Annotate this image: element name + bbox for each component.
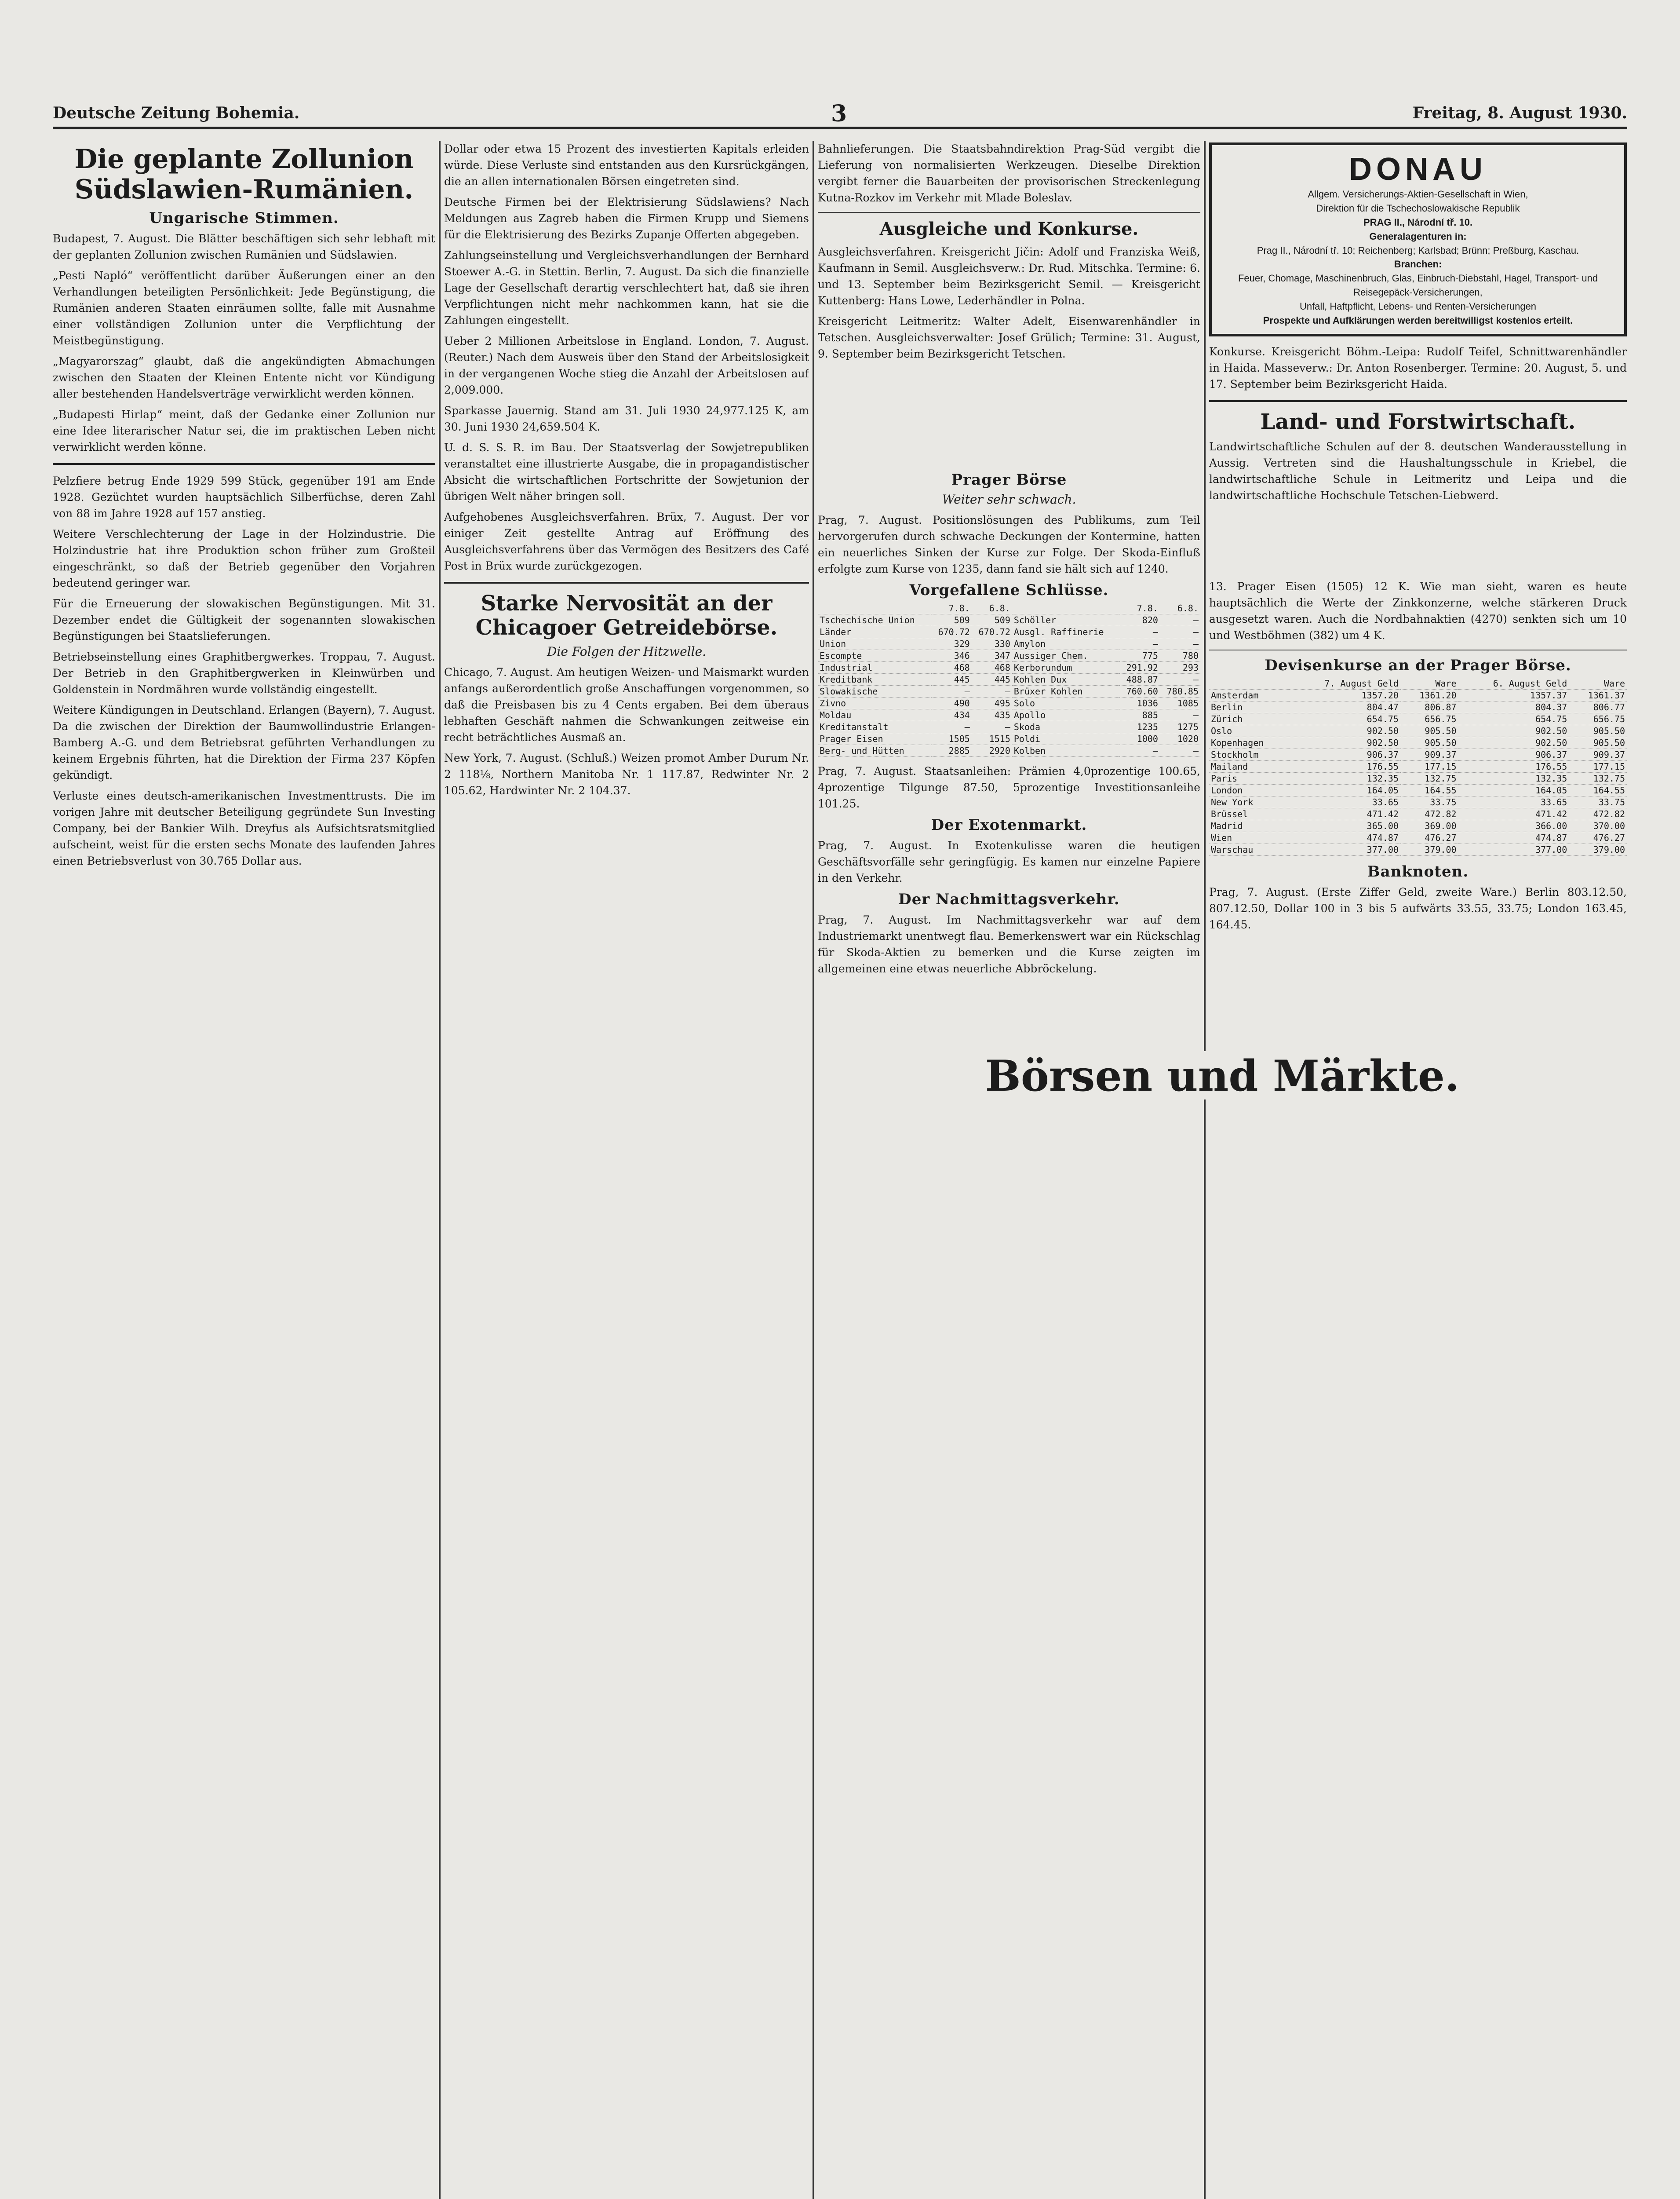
article-paragraph: Ueber 2 Millionen Arbeitslose in England. London, 7. August. (Reuter.) Nach dem Ausweis über den Stand der Arbeitslosigkeit in der vergangenen Woche stieg die Anzahl der Arbeitslosen auf 2,009.000. [444,335,809,396]
table-cell: 468 [972,662,1012,674]
article-paragraph: Landwirtschaftliche Schulen auf der 8. deutschen Wanderausstellung in Aussig. Vertreten sind die Haushaltungsschule in Kriebel, die landwirtschaftliche Schule in Leitmeritz und Leipa und die landwirtschaftliche Hochschule Tetschen-Liebwerd. [1209,440,1627,502]
table-cell: 377.00 [1458,844,1569,856]
table-row [818,709,1200,721]
table-cell: — [1119,745,1160,757]
table-cell: 905.50 [1569,725,1627,737]
table-row [818,686,1200,698]
section-rule [1209,400,1627,402]
table-row [818,721,1200,733]
table-cell: 471.42 [1290,808,1400,820]
article-paragraph: „Magyarorszag“ glaubt, daß die angekündigten Abmachungen zwischen den Staaten der Kleinen Entente nicht vor Kündigung aller bestehenden Handelsverträge verwirklicht werden können. [53,355,435,400]
table-cell: Escompte [818,650,931,662]
table-cell: Berlin [1209,701,1290,713]
table-row [1209,713,1627,725]
table-cell: 670.72 [931,626,972,638]
article-paragraph: Prag, 7. August. Im Nachmittagsverkehr war auf dem Industriemarkt unentwegt flau. Bemerkenswert war ein Rückschlag für Skoda-Aktien zu bemerken und die Kurse zeigten im allgemeinen eine etwas neuerliche Abbröckelung. [818,913,1200,975]
table-row [1209,785,1627,796]
article-subhead: Ungarische Stimmen. [149,209,339,227]
table-cell: 468 [931,662,972,674]
table-cell: 780 [1160,650,1200,662]
table-cell: 474.87 [1290,832,1400,844]
table-cell: 905.50 [1569,737,1627,749]
table-cell: 909.37 [1569,749,1627,761]
table-cell: 377.00 [1290,844,1400,856]
table-cell: 760.60 [1119,686,1160,698]
paper-name: Deutsche Zeitung Bohemia. [53,104,300,122]
boerse-title: Prager Börse [951,471,1067,489]
table-cell: 885 [1119,709,1160,721]
article-paragraph: Budapest, 7. August. Die Blätter beschäftigen sich sehr lebhaft mit der geplanten Zollunion zwischen Rumänien und Südslawien. [53,232,435,261]
table-cell: Wien [1209,832,1290,844]
table-cell: New York [1209,796,1290,808]
table-cell: Solo [1012,698,1119,709]
table-cell: 806.87 [1400,701,1458,713]
table-cell: 804.37 [1458,701,1569,713]
column-divider [813,141,814,2199]
table-cell: 905.50 [1400,737,1458,749]
table-cell: 905.50 [1400,725,1458,737]
article-headline: Die geplante Zollunion Südslawien-Rumänien. [74,144,414,205]
table-cell: 909.37 [1400,749,1458,761]
table-cell: 476.27 [1400,832,1458,844]
boerse-subtitle: Weiter sehr schwach. [942,492,1076,507]
table-cell: Ausgl. Raffinerie [1012,626,1119,638]
boersen-banner: Börsen und Märkte. [818,1051,1627,1100]
table-cell: 346 [931,650,972,662]
table-cell: Aussiger Chem. [1012,650,1119,662]
quotes-table [818,603,1200,757]
table-cell: 2885 [931,745,972,757]
table-cell: 1361.20 [1400,690,1458,701]
table-cell: Kopenhagen [1209,737,1290,749]
article-paragraph: Aufgehobenes Ausgleichsverfahren. Brüx, 7. August. Der vor einiger Zeit gestellte Antrag auf Eröffnung des Ausgleichsverfahrens über das Vermögen des Besitzers des Café Post in Brüx wurde zurückgezogen. [444,511,809,572]
table-cell: — [1119,626,1160,638]
table-cell: 445 [931,674,972,686]
devisen-table [1209,678,1627,856]
column-4 [1209,141,1627,2199]
table-cell: Mailand [1209,761,1290,773]
article-paragraph: Verluste eines deutsch-amerikanischen Investmenttrusts. Die im vorigen Jahre mit deutscher Beteiligung gegründete Sun Investing Company, bei der Bankier Wilh. Dreyfus als Aufsichtsratsmitglied aufscheint, weist für die ersten sechs Monate des laufenden Jahres einen Betriebsverlust von 30.765 Dollar aus. [53,789,435,867]
table-cell: 330 [972,638,1012,650]
table-row [818,745,1200,757]
article-paragraph: Weitere Kündigungen in Deutschland. Erlangen (Bayern), 7. August. Da die zwischen der Direktion der Baumwollindustrie Erlangen-Bamberg A.-G. und dem Betriebsrat geführten Verhandlungen zu keinem Ergebnis führten, hat die Direktion der Firma 237 Köpfen gekündigt. [53,704,435,782]
article-paragraph: Prag, 7. August. (Erste Ziffer Geld, zweite Ware.) Berlin 803.12.50, 807.12.50, Dollar 100 in 3 bis 5 aufwärts 33.55, 33.75; London 163.45, 164.45. [1209,886,1627,931]
article-paragraph: Deutsche Firmen bei der Elektrisierung Südslawiens? Nach Meldungen aus Zagreb haben die Firmen Krupp und Siemens für die Elektrisierung des Bezirks Zupanje Offerten abgegeben. [444,196,809,241]
section-subhead: Der Nachmittagsverkehr. [898,891,1120,908]
table-cell: 906.37 [1290,749,1400,761]
column-1 [53,141,435,2199]
table-cell: 1361.37 [1569,690,1627,701]
section-subhead: Der Exotenmarkt. [931,816,1087,834]
table-cell: 176.55 [1290,761,1400,773]
article-paragraph: Sparkasse Jauernig. Stand am 31. Juli 1930 24,977.125 K, am 30. Juni 1930 24,659.504 K. [444,404,809,433]
table-cell: Zivno [818,698,931,709]
banner-spacer [818,366,1200,468]
table-cell: Paris [1209,773,1290,785]
table-cell: Madrid [1209,820,1290,832]
table-cell: — [931,721,972,733]
table-cell: 476.27 [1569,832,1627,844]
ad-line: PRAG II., Národní tř. 10. [1363,216,1473,228]
banner-spacer [1209,508,1627,578]
table-cell: 33.75 [1569,796,1627,808]
table-row [1209,796,1627,808]
table-cell: Brüxer Kohlen [1012,686,1119,698]
table-cell: 902.50 [1458,737,1569,749]
quotes-title: Vorgefallene Schlüsse. [909,581,1109,599]
table-cell: 370.00 [1569,820,1627,832]
page-number: 3 [831,100,847,127]
table-cell: — [1160,638,1200,650]
table-cell: 366.00 [1458,820,1569,832]
table-cell: 495 [972,698,1012,709]
article-paragraph: Zahlungseinstellung und Vergleichsverhandlungen der Bernhard Stoewer A.-G. in Stettin. Berlin, 7. August. Da sich die finanzielle Lage der Gesellschaft derartig verschlechtert hat, daß sie ihren Verpflichtungen nicht mehr nachkommen kann, hat sie die Zahlungen eingestellt. [444,249,809,327]
section-rule [53,463,435,465]
table-cell: 177.15 [1400,761,1458,773]
table-row [1209,701,1627,713]
table-cell: Berg- und Hütten [818,745,931,757]
article-paragraph: Prag, 7. August. Positionslösungen des Publikums, zum Teil hervorgerufen durch schwache Deckungen der Kontermine, hatten ein neuerliches Sinken der Kurse zur Folge. Der Skoda-Einfluß erfolgte zum Kurse von 1235, dann fand sie hält sich auf 1240. [818,514,1200,575]
table-row [1209,737,1627,749]
table-cell: 902.50 [1290,725,1400,737]
table-cell: Kolben [1012,745,1119,757]
table-cell: Kreditanstalt [818,721,931,733]
table-cell: — [1160,674,1200,686]
table-row [818,733,1200,745]
table-cell: 902.50 [1458,725,1569,737]
table-cell: 902.50 [1290,737,1400,749]
article-paragraph: New York, 7. August. (Schluß.) Weizen promot Amber Durum Nr. 2 118⅛, Northern Manitoba Nr. 1 117.87, Redwinter Nr. 2 105.62, Hardwinter Nr. 2 104.37. [444,752,809,797]
table-cell: Kohlen Dux [1012,674,1119,686]
article-paragraph: Chicago, 7. August. Am heutigen Weizen- und Maismarkt wurden anfangs außerordentlich große Anschaffungen vorgenommen, so daß die Preisbasen bis zu 4 Cents ergaben. Bei dem überaus lebhaften Geschäft nahmen die Schwankungen zeitweise ein recht beträchtliches Ausmaß an. [444,666,809,744]
table-cell: Poldi [1012,733,1119,745]
table-cell: 509 [972,614,1012,626]
article-paragraph: Kreisgericht Leitmeritz: Walter Adelt, Eisenwarenhändler in Tetschen. Ausgleichsverwalter: Josef Grülich; Termine: 31. August, 9. September beim Bezirksgericht Tetschen. [818,315,1200,360]
table-cell: 33.65 [1458,796,1569,808]
table-cell: — [1119,638,1160,650]
table-cell: Tschechische Union [818,614,931,626]
table-cell: 474.87 [1458,832,1569,844]
table-cell: 132.75 [1400,773,1458,785]
ad-line: Direktion für die Tschechoslowakische Republik [1316,202,1520,214]
table-cell: Brüssel [1209,808,1290,820]
article-paragraph: U. d. S. S. R. im Bau. Der Staatsverlag der Sowjetrepubliken veranstaltet eine illustrierte Ausgabe, die in propagandistischer Absicht die wirtschaftlichen Fortschritte der Sowjetunion der übrigen Welt näher bringen soll. [444,441,809,503]
table-cell: 656.75 [1569,713,1627,725]
table-cell: 329 [931,638,972,650]
ad-brand: DONAU [1349,152,1487,187]
section-headline: Ausgleiche und Konkurse. [879,219,1139,239]
section-rule [444,582,809,584]
table-cell: London [1209,785,1290,796]
table-cell: 509 [931,614,972,626]
table-cell: 164.05 [1458,785,1569,796]
ad-line: Generalagenturen in: [1369,230,1467,242]
column-3 [818,141,1200,2199]
table-cell: 365.00 [1290,820,1400,832]
page-header [53,100,1627,129]
table-cell: 132.35 [1458,773,1569,785]
table-cell: 132.35 [1290,773,1400,785]
table-cell: Moldau [818,709,931,721]
column-divider [1204,141,1206,2199]
table-row [1209,844,1627,856]
ad-line: Allgem. Versicherungs-Aktien-Gesellschaft in Wien, [1308,189,1528,200]
table-cell: 132.75 [1569,773,1627,785]
article-paragraph: Weitere Verschlechterung der Lage in der Holzindustrie. Die Holzindustrie hat ihre Produktion schon früher zum Großteil eingeschränkt, so daß der Betrieb gegenüber den Vorjahren bedeutend geringer war. [53,528,435,589]
table-row [1209,725,1627,737]
ad-line: Prag II., Národní tř. 10; Reichenberg; Karlsbad; Brünn; Preßburg, Kaschau. [1257,245,1579,256]
table-cell: — [972,721,1012,733]
table-cell: 804.47 [1290,701,1400,713]
column-2 [444,141,809,2199]
article-paragraph: „Pesti Napló“ veröffentlicht darüber Äußerungen einer an den Verhandlungen beteiligten Persönlichkeit: Jede Begünstigung, die Rumänien anderen Staaten einräumen sollte, falle mit Ausnahme einer vollständigen Zollunion unter die Verpflichtung der Meistbegünstigung. [53,269,435,347]
article-paragraph: Prag, 7. August. In Exotenkulisse waren die heutigen Geschäftsvorfälle sehr geringfügig. Es kamen nur einzelne Papiere in den Verkehr. [818,839,1200,884]
table-cell: 347 [972,650,1012,662]
table-cell: — [972,686,1012,698]
table-cell: 291.92 [1119,662,1160,674]
table-cell: Skoda [1012,721,1119,733]
table-cell: 379.00 [1400,844,1458,856]
table-cell: 1020 [1160,733,1200,745]
table-row [1209,690,1627,701]
ad-line: Feuer, Chomage, Maschinenbruch, Glas, Einbruch-Diebstahl, Hagel, Transport- und Reisegepäck-Versicherungen, [1238,273,1598,298]
table-cell: 1275 [1160,721,1200,733]
devisen-title: Devisenkurse an der Prager Börse. [1265,657,1571,675]
table-cell: Kreditbank [818,674,931,686]
article-subhead: Die Folgen der Hitzwelle. [547,644,707,659]
table-cell: 2920 [972,745,1012,757]
table-cell: Länder [818,626,931,638]
table-cell: Warschau [1209,844,1290,856]
article-paragraph: Für die Erneuerung der slowakischen Begünstigungen. Mit 31. Dezember endet die Gültigkeit der sogenannten slowakischen Begünstigungen bei Staatslieferungen. [53,597,435,643]
ad-line: Prospekte und Aufklärungen werden bereitwilligst kostenlos erteilt. [1263,315,1573,326]
table-cell: 654.75 [1290,713,1400,725]
table-cell: 1505 [931,733,972,745]
article-headline: Starke Nervosität an der Chicagoer Getreidebörse. [475,591,778,640]
table-cell: 379.00 [1569,844,1627,856]
article-paragraph: Pelzfiere betrug Ende 1929 599 Stück, gegenüber 191 am Ende 1928. Gezüchtet wurden hauptsächlich Silberfüchse, deren Zahl von 88 im Jahre 1928 auf 157 anstieg. [53,475,435,520]
table-row [818,638,1200,650]
table-row [818,614,1200,626]
table-cell: 434 [931,709,972,721]
table-cell: 1085 [1160,698,1200,709]
article-paragraph: Dollar oder etwa 15 Prozent des investierten Kapitals erleiden würde. Diese Verluste sind entstanden aus den Kursrückgängen, die an allen internationalen Börsen eingetreten sind. [444,142,809,188]
article-paragraph: Bahnlieferungen. Die Staatsbahndirektion Prag-Süd vergibt die Lieferung von normalisierten Werkzeugen. Dieselbe Direktion vergibt ferner die Bauarbeiten der provisorischen Streckenlegung Kutna-Rozkov im Verkehr mit Mlade Boleslav. [818,142,1200,204]
table-cell: 435 [972,709,1012,721]
table-cell: Union [818,638,931,650]
ad-line: Branchen: [1394,259,1442,270]
table-cell: 488.87 [1119,674,1160,686]
table-header-row: 7.8. 6.8. 7.8. 6.8. [818,603,1200,614]
table-cell: 369.00 [1400,820,1458,832]
table-row [818,662,1200,674]
table-cell: 471.42 [1458,808,1569,820]
table-header-row: 7. August Geld Ware 6. August Geld Ware [1209,678,1627,690]
table-row [1209,749,1627,761]
table-cell: — [1160,709,1200,721]
ad-line: Unfall, Haftpflicht, Lebens- und Renten-Versicherungen [1299,301,1537,312]
table-cell: 775 [1119,650,1160,662]
donau-advertisement [1209,142,1627,336]
table-cell: 445 [972,674,1012,686]
table-cell: 906.37 [1458,749,1569,761]
table-cell: Kerborundum [1012,662,1119,674]
table-cell: 1000 [1119,733,1160,745]
article-paragraph: Ausgleichsverfahren. Kreisgericht Jičin: Adolf und Franziska Weiß, Kaufmann in Semil. Ausgleichsverw.: Dr. Rud. Mitschka. Termine: 6. und 13. September beim Bezirksgericht Semil. — Kreisgericht Kuttenberg: Hans Lowe, Lederhändler in Polna. [818,245,1200,307]
table-cell: 670.72 [972,626,1012,638]
table-cell: — [931,686,972,698]
table-row [1209,832,1627,844]
table-cell: 164.55 [1569,785,1627,796]
table-cell: 164.05 [1290,785,1400,796]
article-paragraph: 13. Prager Eisen (1505) 12 K. Wie man sieht, waren es heute hauptsächlich die Werte der Zinkkonzerne, welche stärkeren Druck ausgesetzt waren. Auch die Nordbahnaktien (4270) senkten sich um 10 und Westböhmen (382) um 4 K. [1209,580,1627,642]
table-cell: 780.85 [1160,686,1200,698]
table-cell: Schöller [1012,614,1119,626]
article-paragraph: Betriebseinstellung eines Graphitbergwerkes. Troppau, 7. August. Der Betrieb in den Graphitbergwerken in Kleinwürben und Goldenstein in Nordmähren wurde vollständig eingestellt. [53,650,435,696]
table-cell: 820 [1119,614,1160,626]
table-cell: 1235 [1119,721,1160,733]
table-cell: — [1160,745,1200,757]
table-cell: Prager Eisen [818,733,931,745]
article-paragraph: „Budapesti Hirlap“ meint, daß der Gedanke einer Zollunion nur eine Idee literarischer Natur sei, die im praktischen Leben nicht verwirklicht werden könne. [53,408,435,453]
table-row [818,626,1200,638]
table-cell: — [1160,626,1200,638]
table-cell: 472.82 [1569,808,1627,820]
table-cell: Slowakische [818,686,931,698]
table-cell: 490 [931,698,972,709]
table-cell: 1357.20 [1290,690,1400,701]
table-cell: Amsterdam [1209,690,1290,701]
section-rule [818,212,1200,213]
article-paragraph: Konkurse. Kreisgericht Böhm.-Leipa: Rudolf Teifel, Schnittwarenhändler in Haida. Masseverw.: Dr. Anton Rosenberger. Termine: 20. August, 5. und 17. September beim Bezirksgericht Haida. [1209,345,1627,391]
table-cell: Zürich [1209,713,1290,725]
table-cell: 164.55 [1400,785,1458,796]
table-cell: 33.65 [1290,796,1400,808]
table-row [1209,773,1627,785]
table-row [1209,761,1627,773]
article-paragraph: Prag, 7. August. Staatsanleihen: Prämien 4,0prozentige 100.65, 4prozentige Tilgunge 87.50, 5prozentige Investitionsanleihe 101.25. [818,765,1200,810]
banknoten-title: Banknoten. [1367,863,1469,881]
table-cell: 33.75 [1400,796,1458,808]
table-cell: Stockholm [1209,749,1290,761]
table-cell: 1515 [972,733,1012,745]
table-row [818,674,1200,686]
table-cell: 1036 [1119,698,1160,709]
table-cell: 654.75 [1458,713,1569,725]
section-headline: Land- und Forstwirtschaft. [1260,409,1576,434]
issue-date: Freitag, 8. August 1930. [1412,104,1627,122]
table-cell: — [1160,614,1200,626]
table-row [818,698,1200,709]
table-cell: Amylon [1012,638,1119,650]
table-cell: 293 [1160,662,1200,674]
table-row [1209,808,1627,820]
table-cell: 472.82 [1400,808,1458,820]
table-cell: 176.55 [1458,761,1569,773]
table-cell: 1357.37 [1458,690,1569,701]
table-cell: Oslo [1209,725,1290,737]
table-cell: 656.75 [1400,713,1458,725]
table-cell: 806.77 [1569,701,1627,713]
table-cell: Apollo [1012,709,1119,721]
column-divider [439,141,441,2199]
table-cell: 177.15 [1569,761,1627,773]
table-row [818,650,1200,662]
table-cell: Industrial [818,662,931,674]
table-row [1209,820,1627,832]
